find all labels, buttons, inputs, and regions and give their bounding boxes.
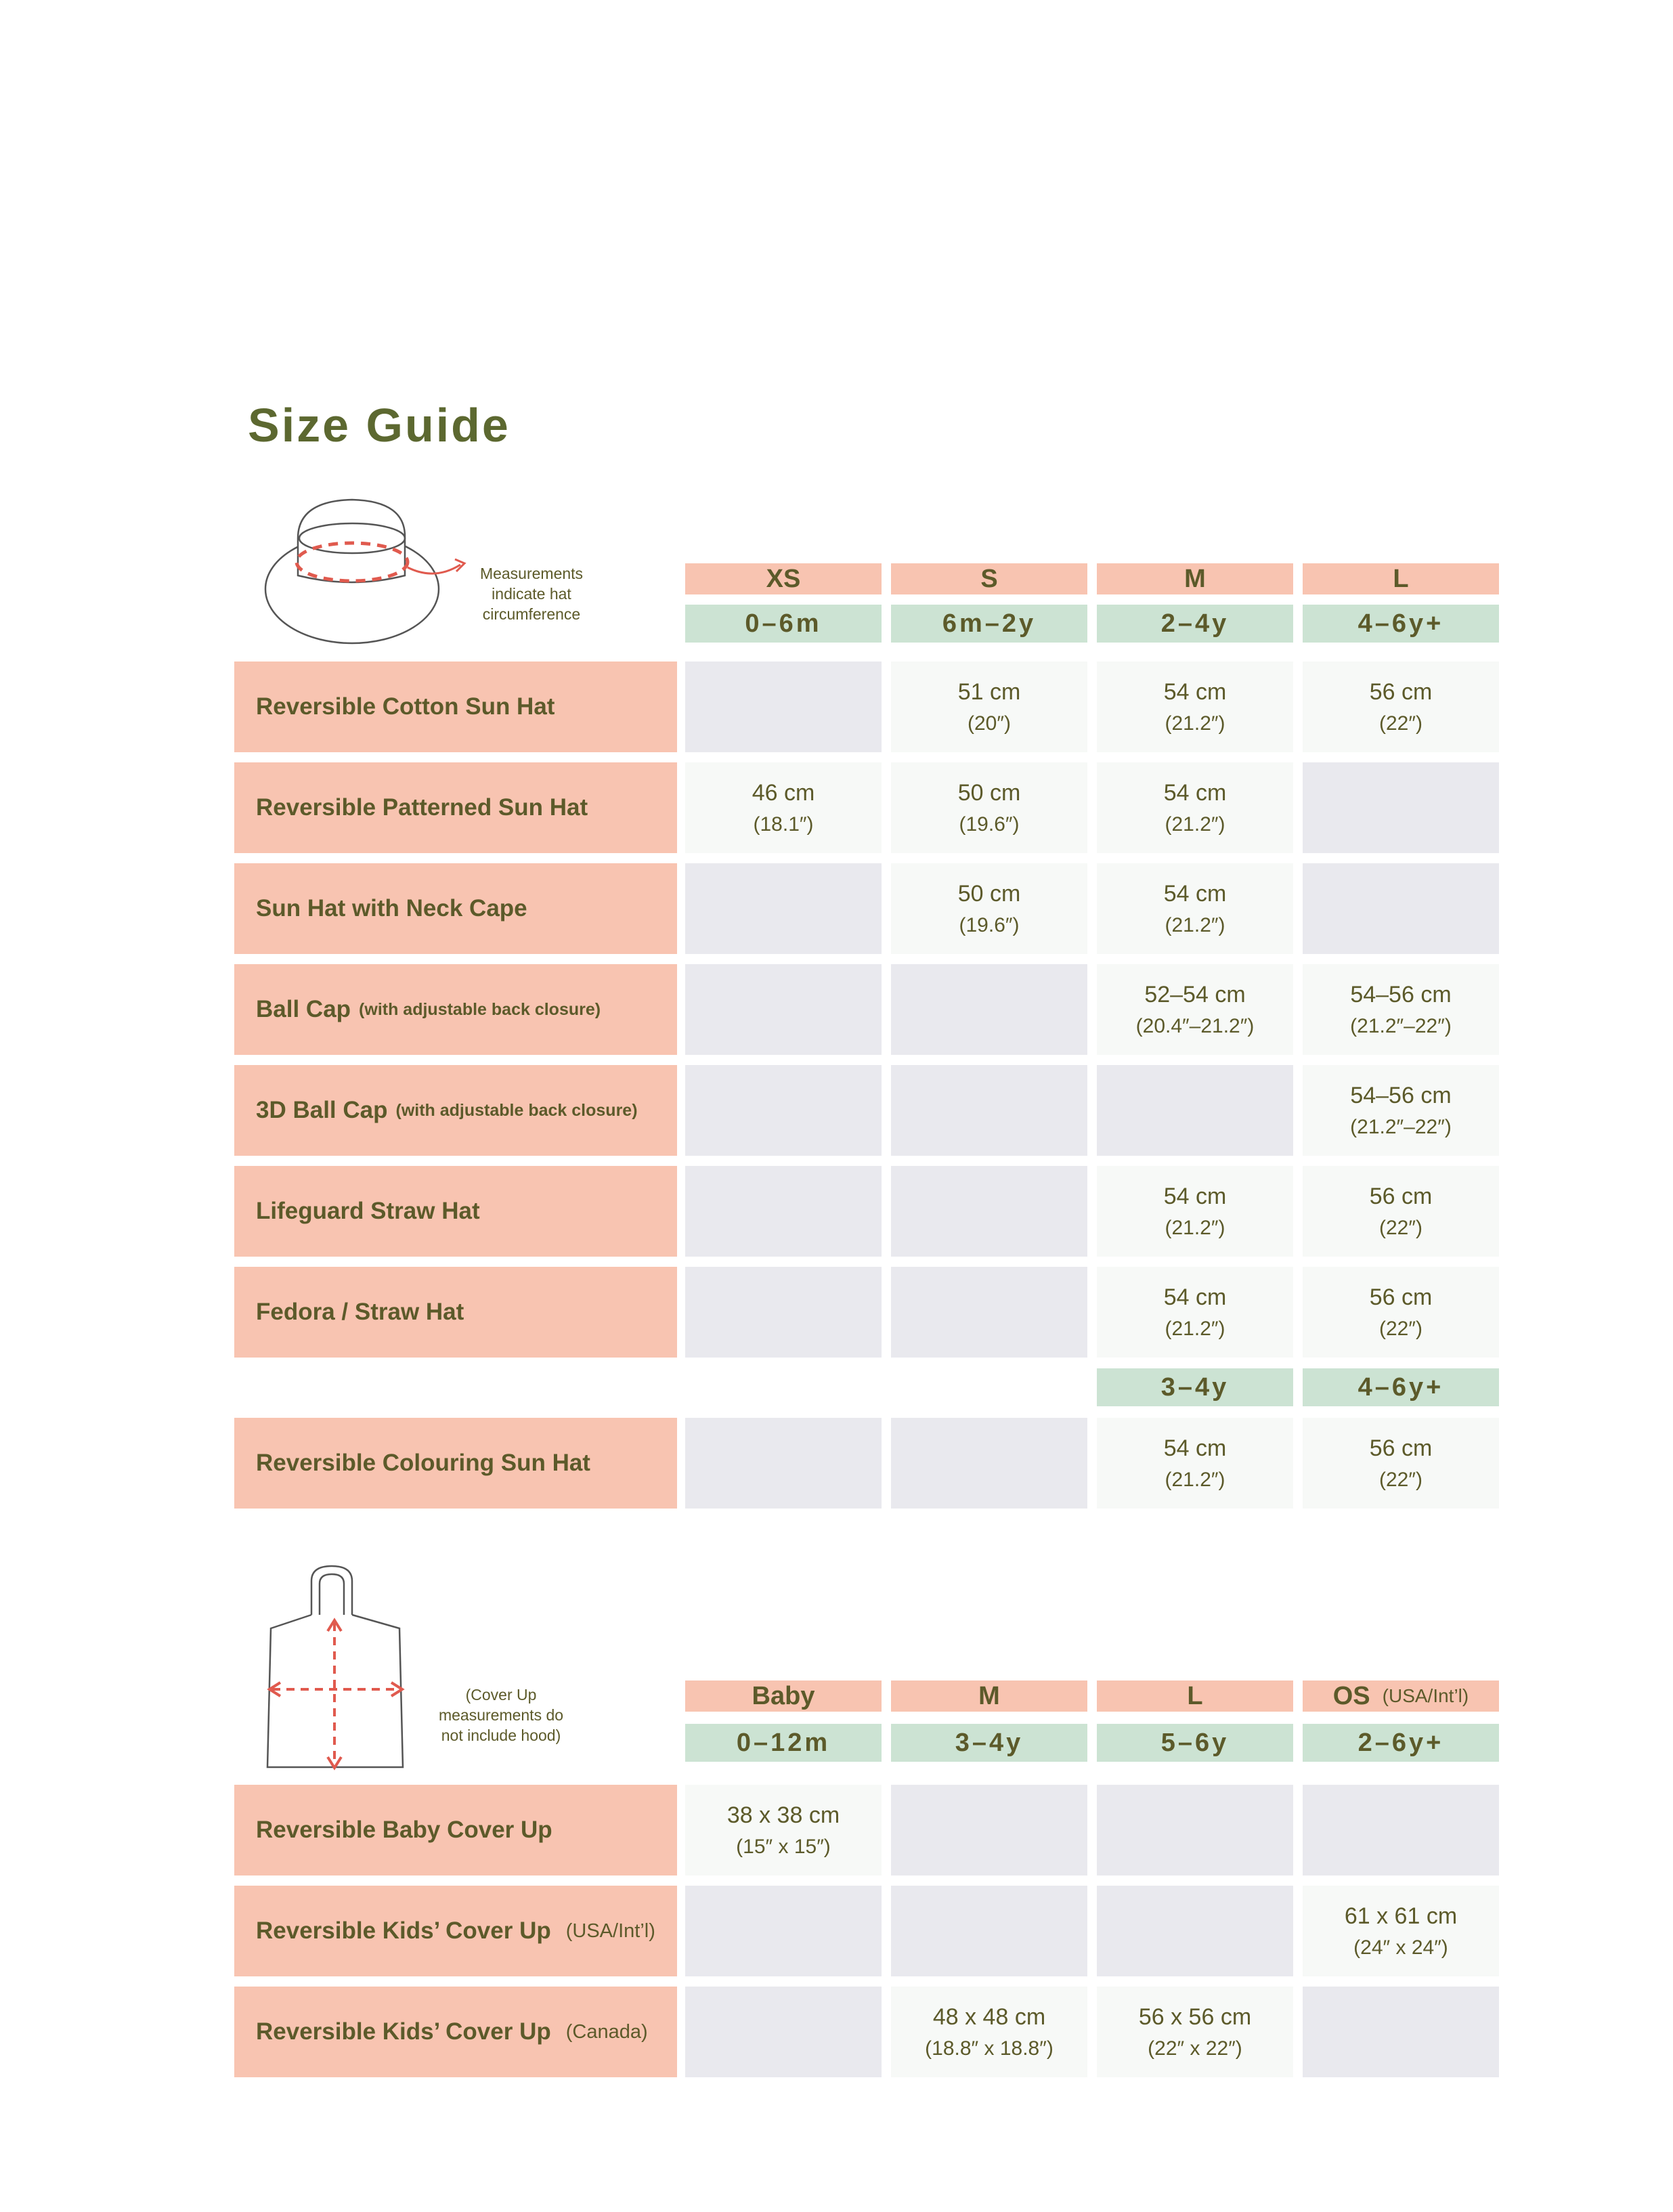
- row-name: Fedora / Straw Hat: [256, 1299, 464, 1325]
- cell-imperial: (18.1″): [753, 812, 814, 836]
- empty-cell: [685, 1418, 882, 1509]
- empty-cell: [1303, 1987, 1499, 2077]
- size-cell: [1097, 1267, 1293, 1358]
- row-name: Ball Cap: [256, 996, 351, 1022]
- row-label: [234, 1785, 677, 1875]
- cell-imperial: (24″ x 24″): [1353, 1936, 1448, 1959]
- cell-imperial: (20″): [968, 712, 1011, 735]
- size-cell: [1097, 964, 1293, 1055]
- cell-metric: 56 cm: [1369, 1183, 1433, 1209]
- cell-metric: 38 x 38 cm: [726, 1802, 840, 1828]
- cell-metric: 46 cm: [752, 779, 815, 806]
- size-header-l: [1097, 1680, 1293, 1712]
- size-cell: [1303, 1886, 1499, 1976]
- cell-imperial: (22″): [1379, 1317, 1422, 1340]
- cell-metric: 54 cm: [1163, 678, 1227, 705]
- empty-cell: [685, 1065, 882, 1156]
- empty-cell: [1303, 762, 1499, 853]
- size-header-baby: [685, 1680, 882, 1712]
- empty-cell: [1303, 1785, 1499, 1875]
- age-header: 0–12m: [685, 1724, 882, 1762]
- cell-metric: 54–56 cm: [1350, 1082, 1452, 1108]
- cell-imperial: (22″): [1379, 1216, 1422, 1239]
- size-header-sublabel: (USA/Int’l): [1382, 1685, 1469, 1706]
- hat-diagram-icon: [257, 494, 474, 650]
- cell-metric: 52–54 cm: [1144, 981, 1246, 1007]
- age-header: 2–4y: [1097, 605, 1293, 643]
- row-label: [234, 662, 677, 752]
- cover-up-caption: (Cover Up measurements do not include hood): [438, 1686, 564, 1744]
- cell-imperial: (21.2″): [1165, 1216, 1225, 1239]
- hat-caption: Measurements indicate hat circumference: [479, 565, 584, 623]
- age-header: 3–4y: [1097, 1368, 1293, 1406]
- cell-imperial: (15″ x 15″): [736, 1835, 831, 1858]
- cell-metric: 50 cm: [957, 779, 1021, 806]
- row-label: [234, 1886, 677, 1976]
- cell-metric: 56 x 56 cm: [1138, 2003, 1252, 2030]
- cell-imperial: (21.2″): [1165, 712, 1225, 735]
- age-header: 5–6y: [1097, 1724, 1293, 1762]
- row-name: 3D Ball Cap: [256, 1097, 388, 1123]
- size-cell: [891, 662, 1087, 752]
- empty-cell: [891, 1166, 1087, 1257]
- size-header-label: OS: [1332, 1681, 1370, 1710]
- row-label: [234, 1166, 677, 1257]
- size-header-label: S: [980, 564, 998, 593]
- empty-cell: [891, 1065, 1087, 1156]
- age-header: 4–6y+: [1303, 1368, 1499, 1406]
- cell-metric: 56 cm: [1369, 1435, 1433, 1461]
- row-name: Reversible Baby Cover Up: [256, 1817, 552, 1843]
- cell-imperial: (21.2″): [1165, 812, 1225, 836]
- cell-imperial: (18.8″ x 18.8″): [925, 2037, 1053, 2060]
- cell-metric: 56 cm: [1369, 678, 1433, 705]
- empty-cell: [891, 1785, 1087, 1875]
- empty-cell: [685, 1166, 882, 1257]
- cell-metric: 51 cm: [957, 678, 1021, 705]
- age-header: 2–6y+: [1303, 1724, 1499, 1762]
- cell-metric: 54 cm: [1163, 1284, 1227, 1310]
- cell-imperial: (19.6″): [959, 812, 1020, 836]
- row-label: [234, 762, 677, 853]
- size-cell: [1303, 1418, 1499, 1509]
- cell-imperial: (21.2″): [1165, 1317, 1225, 1340]
- size-cell: [1097, 1987, 1293, 2077]
- cell-metric: 48 x 48 cm: [932, 2003, 1046, 2030]
- size-header-os: [1303, 1680, 1499, 1712]
- empty-cell: [891, 1267, 1087, 1358]
- size-header-label: M: [978, 1681, 1000, 1710]
- row-note: (Canada): [565, 2020, 648, 2043]
- cell-metric: 56 cm: [1369, 1284, 1433, 1310]
- size-cell: [891, 762, 1087, 853]
- cell-metric: 54–56 cm: [1350, 981, 1452, 1007]
- size-cell: [1097, 1166, 1293, 1257]
- size-header-label: L: [1187, 1681, 1203, 1710]
- empty-cell: [685, 1886, 882, 1976]
- size-header-label: XS: [766, 564, 801, 593]
- cell-imperial: (19.6″): [959, 913, 1020, 936]
- size-header-l: [1303, 563, 1499, 594]
- cell-metric: 54 cm: [1163, 880, 1227, 907]
- size-header-label: L: [1393, 564, 1409, 593]
- row-label: [234, 964, 677, 1055]
- empty-cell: [685, 964, 882, 1055]
- size-cell: [891, 863, 1087, 954]
- empty-cell: [891, 1886, 1087, 1976]
- size-header-xs: [685, 563, 882, 594]
- age-header: 4–6y+: [1303, 605, 1499, 643]
- size-cell: [1303, 1267, 1499, 1358]
- row-name: Reversible Patterned Sun Hat: [256, 794, 588, 821]
- size-header-s: [891, 563, 1087, 594]
- empty-cell: [685, 662, 882, 752]
- size-cell: [1303, 662, 1499, 752]
- row-name: Reversible Kids’ Cover Up: [256, 2018, 551, 2045]
- empty-cell: [1097, 1886, 1293, 1976]
- size-cell: [1303, 964, 1499, 1055]
- size-cell: [1097, 762, 1293, 853]
- cell-imperial: (22″ x 22″): [1148, 2037, 1242, 2060]
- cell-imperial: (21.2″–22″): [1350, 1115, 1452, 1138]
- size-cell: [891, 1987, 1087, 2077]
- row-note: (USA/Int’l): [565, 1920, 655, 1942]
- row-note: (with adjustable back closure): [395, 1100, 638, 1120]
- row-name: Sun Hat with Neck Cape: [256, 895, 527, 921]
- age-header: 6m–2y: [891, 605, 1087, 643]
- size-cell: [1303, 1166, 1499, 1257]
- cell-imperial: (22″): [1379, 1468, 1422, 1491]
- cell-metric: 61 x 61 cm: [1344, 1903, 1458, 1929]
- size-header-m: [1097, 563, 1293, 594]
- empty-cell: [685, 1987, 882, 2077]
- cell-metric: 54 cm: [1163, 1435, 1227, 1461]
- row-name: Reversible Kids’ Cover Up: [256, 1917, 551, 1944]
- row-name: Reversible Colouring Sun Hat: [256, 1450, 590, 1476]
- size-header-label: M: [1184, 564, 1206, 593]
- size-cell: [685, 1785, 882, 1875]
- empty-cell: [685, 863, 882, 954]
- cell-metric: 54 cm: [1163, 1183, 1227, 1209]
- cell-imperial: (21.2″): [1165, 913, 1225, 936]
- cell-imperial: (22″): [1379, 712, 1422, 735]
- size-cell: [1097, 662, 1293, 752]
- cover-up-diagram-icon: [264, 1561, 413, 1777]
- cell-imperial: (21.2″–22″): [1350, 1014, 1452, 1037]
- cell-imperial: (21.2″): [1165, 1468, 1225, 1491]
- empty-cell: [1097, 1065, 1293, 1156]
- page-title: Size Guide: [248, 399, 510, 452]
- row-label: [234, 1987, 677, 2077]
- row-label: [234, 1418, 677, 1509]
- cell-metric: 50 cm: [957, 880, 1021, 907]
- age-header: 3–4y: [891, 1724, 1087, 1762]
- size-cell: [1097, 1418, 1293, 1509]
- size-cell: [1303, 1065, 1499, 1156]
- empty-cell: [1097, 1785, 1293, 1875]
- empty-cell: [1303, 863, 1499, 954]
- row-name: Lifeguard Straw Hat: [256, 1198, 480, 1224]
- empty-cell: [685, 1267, 882, 1358]
- row-label: [234, 1065, 677, 1156]
- row-label: [234, 1267, 677, 1358]
- size-cell: [1097, 863, 1293, 954]
- age-header: 0–6m: [685, 605, 882, 643]
- row-note: (with adjustable back closure): [359, 999, 601, 1019]
- size-header-m: [891, 1680, 1087, 1712]
- size-cell: [685, 762, 882, 853]
- size-header-label: Baby: [752, 1681, 815, 1710]
- row-label: [234, 863, 677, 954]
- row-name: Reversible Cotton Sun Hat: [256, 693, 555, 720]
- cell-metric: 54 cm: [1163, 779, 1227, 806]
- empty-cell: [891, 1418, 1087, 1509]
- cell-imperial: (20.4″–21.2″): [1135, 1014, 1255, 1037]
- empty-cell: [891, 964, 1087, 1055]
